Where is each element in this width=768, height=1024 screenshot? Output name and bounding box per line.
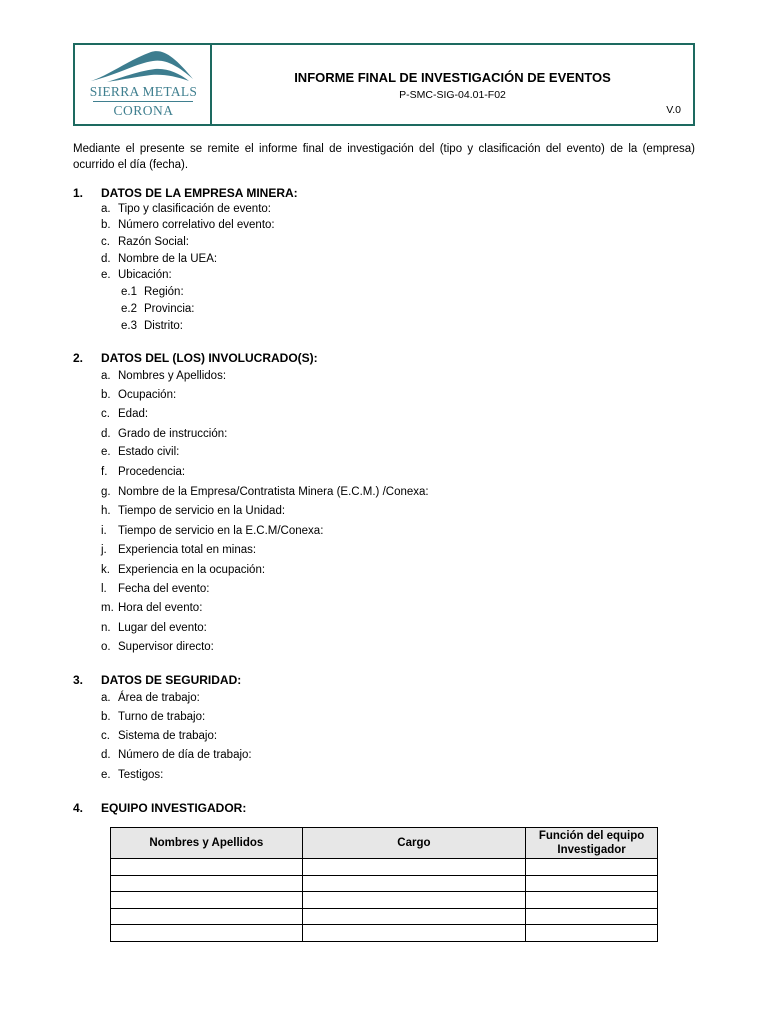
table-cell[interactable]	[526, 925, 658, 942]
list-item: e. Ubicación:	[101, 269, 172, 281]
section-2-heading	[73, 351, 318, 365]
table-row	[111, 908, 658, 925]
company-logo	[75, 45, 212, 124]
document-header	[73, 43, 695, 126]
column-header: Nombres y Apellidos	[111, 828, 303, 859]
list-item: f. Procedencia:	[101, 466, 186, 478]
table-cell[interactable]	[111, 859, 303, 876]
table-cell[interactable]	[302, 892, 526, 909]
intro-paragraph: Mediante el presente se remite el informe final de investigación del (tipo y clasificación del evento) de la (empresa) ocurrido el día (fecha).	[73, 143, 695, 171]
column-header: Cargo	[302, 828, 526, 859]
title-cell	[212, 45, 693, 124]
list-item: g. Nombre de la Empresa/Contratista Minera (E.C.M.) /Conexa:	[101, 486, 429, 498]
list-item: c. Razón Social:	[101, 236, 189, 248]
list-item: c. Edad:	[101, 408, 149, 420]
table-row	[111, 875, 658, 892]
table-cell[interactable]	[111, 925, 303, 942]
investigation-team-table	[110, 827, 658, 942]
list-item: o. Supervisor directo:	[101, 641, 214, 653]
section-number: 4.	[73, 801, 84, 815]
list-item: l. Fecha del evento:	[101, 583, 210, 595]
table-cell[interactable]	[526, 859, 658, 876]
section-title: DATOS DEL (LOS) INVOLUCRADO(S):	[101, 351, 318, 365]
table-cell[interactable]	[302, 875, 526, 892]
section-4-heading	[73, 801, 246, 815]
list-item: a. Área de trabajo:	[101, 692, 200, 704]
list-item: h. Tiempo de servicio en la Unidad:	[101, 505, 286, 517]
list-item: e. Estado civil:	[101, 446, 180, 458]
table-cell[interactable]	[526, 875, 658, 892]
table-cell[interactable]	[302, 859, 526, 876]
table-cell[interactable]	[302, 908, 526, 925]
table-cell[interactable]	[526, 908, 658, 925]
sub-list-item: e.3 Distrito:	[121, 320, 183, 332]
section-3-heading	[73, 673, 241, 687]
section-number: 1.	[73, 186, 84, 200]
document-code: P-SMC-SIG-04.01-F02	[399, 89, 506, 101]
table-row	[111, 925, 658, 942]
table-row	[111, 859, 658, 876]
list-item: c. Sistema de trabajo:	[101, 730, 218, 742]
list-item: b. Turno de trabajo:	[101, 711, 206, 723]
section-title: DATOS DE SEGURIDAD:	[101, 673, 242, 687]
list-item: e. Testigos:	[101, 769, 164, 781]
list-item: d. Número de día de trabajo:	[101, 749, 252, 761]
document-title: INFORME FINAL DE INVESTIGACIÓN DE EVENTOS	[294, 70, 611, 85]
list-item: n. Lugar del evento:	[101, 622, 207, 634]
logo-subtitle: CORONA	[113, 103, 174, 118]
table-cell[interactable]	[111, 892, 303, 909]
logo-divider	[93, 101, 193, 102]
list-item: b. Número correlativo del evento:	[101, 219, 275, 231]
sub-list-item: e.1 Región:	[121, 286, 184, 298]
section-title: DATOS DE LA EMPRESA MINERA:	[101, 186, 298, 200]
list-item: a. Tipo y clasificación de evento:	[101, 203, 271, 215]
table-cell[interactable]	[302, 925, 526, 942]
table-cell[interactable]	[111, 908, 303, 925]
sub-list-item: e.2 Provincia:	[121, 303, 195, 315]
list-item: d. Nombre de la UEA:	[101, 253, 218, 265]
table-cell[interactable]	[526, 892, 658, 909]
list-item: j. Experiencia total en minas:	[101, 544, 257, 556]
list-item: a. Nombres y Apellidos:	[101, 370, 227, 382]
section-title: EQUIPO INVESTIGADOR:	[101, 801, 247, 815]
table-cell[interactable]	[111, 875, 303, 892]
section-1-heading	[73, 186, 298, 200]
column-header: Función del equipo Investigador	[526, 828, 658, 859]
document-version: V.0	[666, 104, 681, 116]
section-number: 3.	[73, 673, 84, 687]
list-item: i. Tiempo de servicio en la E.C.M/Conexa:	[101, 525, 324, 537]
list-item: m. Hora del evento:	[101, 602, 203, 614]
section-number: 2.	[73, 351, 84, 365]
table-row	[111, 892, 658, 909]
table-header-row	[111, 828, 658, 859]
mountain-logo-icon	[89, 49, 199, 85]
list-item: b. Ocupación:	[101, 389, 177, 401]
list-item: k. Experiencia en la ocupación:	[101, 564, 266, 576]
logo-wordmark: SIERRA METALS	[89, 84, 198, 99]
list-item: d. Grado de instrucción:	[101, 428, 228, 440]
